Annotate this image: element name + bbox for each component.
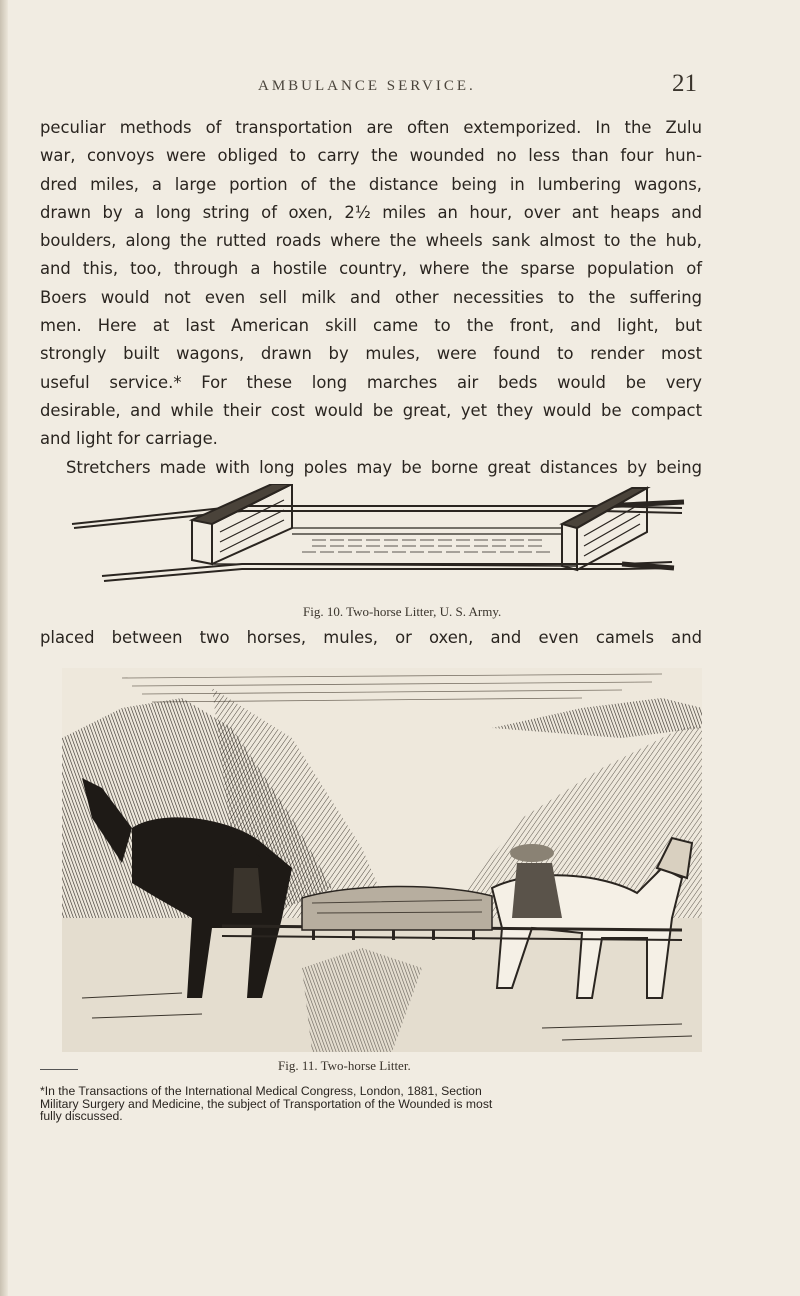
- page-edge: [0, 0, 8, 1296]
- text-line: men. Here at last American skill came to the front, and light, but: [40, 316, 702, 336]
- text-line: peculiar methods of transportation are often extemporized. In the Zulu: [40, 118, 702, 137]
- text-line: war, convoys were obliged to carry the wounded no less than four hun-: [40, 146, 702, 166]
- text-line: placed between two horses, mules, or oxen, and even camels and: [40, 628, 702, 647]
- text-line: Boers would not even sell milk and other necessities to the suffering: [40, 287, 702, 307]
- footnote-line: *In the Transactions of the International Medical Congress, London, 1881, Section: [40, 1084, 482, 1098]
- figure-11-caption: Fig. 11. Two-horse Litter.: [278, 1058, 411, 1073]
- paragraph-continuation: [40, 624, 702, 652]
- footnote-rule: [40, 1069, 78, 1070]
- text-line: Stretchers made with long poles may be borne great distances by being: [66, 457, 702, 477]
- text-line: and this, too, through a hostile country, where the sparse population of: [40, 259, 702, 279]
- text-line: desirable, and while their cost would be great, yet they would be compact: [40, 400, 702, 420]
- text-line: boulders, along the rutted roads where the wheels sank almost to the hub,: [40, 231, 702, 251]
- footnote: [40, 1085, 702, 1123]
- page-number: 21: [672, 70, 697, 97]
- text-line: and light for carriage.: [40, 429, 218, 449]
- text-line: useful service.* For these long marches air beds would be very: [40, 372, 702, 392]
- two-horse-litter-illustration: [62, 484, 702, 592]
- text-line: strongly built wagons, drawn by mules, were found to render most: [40, 344, 702, 364]
- text-line: drawn by a long string of oxen, 2½ miles an hour, over ant heaps and: [40, 202, 702, 222]
- mountain-litter-engraving: [62, 668, 702, 1052]
- paragraph-zulu-war: [40, 114, 702, 482]
- text-line: dred miles, a large portion of the distance being in lumbering wagons,: [40, 174, 702, 194]
- figure-10-caption: Fig. 10. Two-horse Litter, U. S. Army.: [303, 604, 502, 619]
- footnote-line: fully discussed.: [40, 1109, 123, 1123]
- footnote-line: Military Surgery and Medicine, the subject of Transportation of the Wounded is most: [40, 1096, 493, 1111]
- running-title: AMBULANCE SERVICE.: [258, 78, 476, 94]
